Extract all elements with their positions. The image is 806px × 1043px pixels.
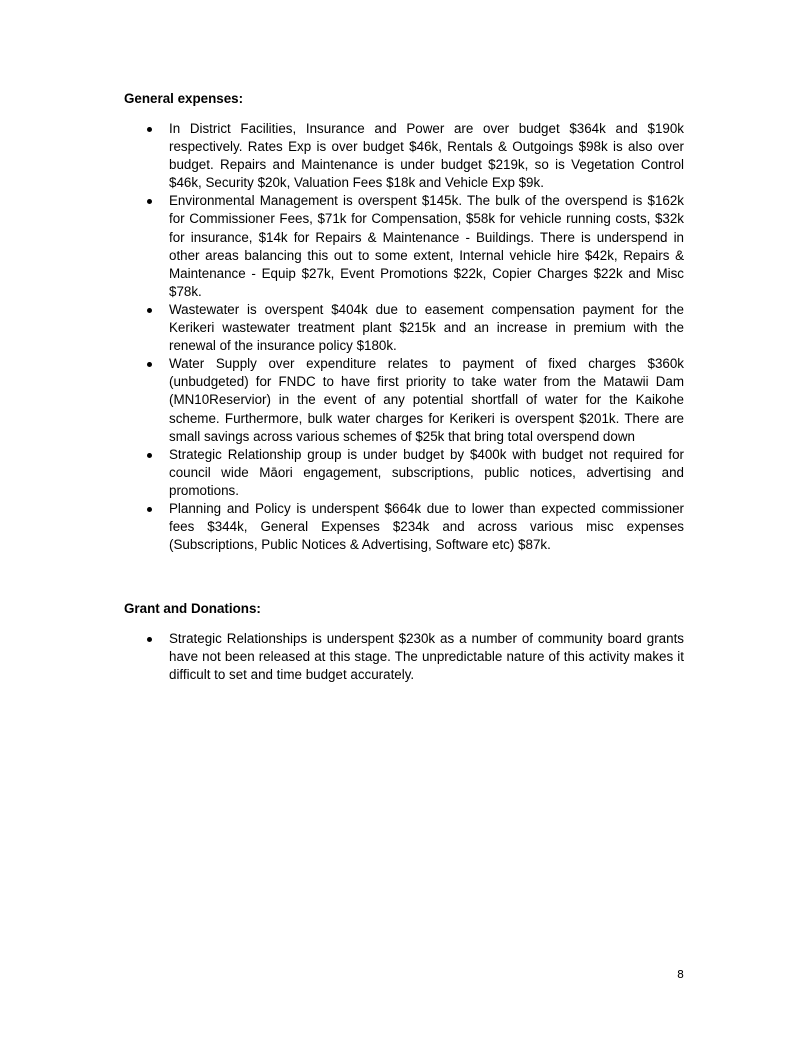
bullet-icon bbox=[147, 127, 152, 132]
list-item-text: Environmental Management is overspent $145k. The bulk of the overspend is $162k for Commissioner Fees, $71k for Compensation, $58k for vehicle running costs, $32k for insurance, $14k for Repairs & Maintenance - Buildings. There is underspend in other areas balancing this out to some extent, Internal vehicle hire $42k, Repairs & Maintenance - Equip $27k, Event Promotions $22k, Copier Charges $22k and Misc $78k. bbox=[169, 193, 684, 299]
general-expenses-list bbox=[124, 120, 684, 554]
list-item-text: Planning and Policy is underspent $664k due to lower than expected commissioner fees $344k, General Expenses $234k and across various misc expenses (Subscriptions, Public Notices & Advertising, Software etc) $87k. bbox=[169, 500, 684, 553]
grant-and-donations-list bbox=[124, 630, 684, 684]
bullet-icon bbox=[147, 637, 152, 642]
list-item bbox=[124, 301, 684, 355]
list-item bbox=[124, 500, 684, 554]
list-item-text: Strategic Relationship group is under budget by $400k with budget not required for council wide Māori engagement, subscriptions, public notices, advertising and promotions. bbox=[169, 446, 684, 498]
list-item-text: Strategic Relationships is underspent $230k as a number of community board grants have not been released at this stage. The unpredictable nature of this activity makes it difficult to set and time budget accurately. bbox=[169, 631, 684, 683]
list-item bbox=[124, 120, 684, 192]
bullet-icon bbox=[147, 362, 152, 367]
section-heading-general-expenses: General expenses: bbox=[124, 91, 244, 106]
list-item bbox=[124, 192, 684, 301]
list-item bbox=[124, 630, 684, 684]
list-item-text: Water Supply over expenditure relates to payment of fixed charges $360k (unbudgeted) for FNDC to have first priority to take water from the Matawii Dam (MN10Reservior) in the event of any potential shortfall of water for the Kaikohe scheme. Furthermore, bulk water charges for Kerikeri is overspent $201k. There are small savings across various schemes of $25k that bring total overspend down bbox=[169, 356, 684, 444]
list-item bbox=[124, 355, 684, 445]
bullet-icon bbox=[147, 199, 152, 204]
list-item bbox=[124, 446, 684, 500]
page-number: 8 bbox=[677, 968, 684, 981]
list-item-text: Wastewater is overspent $404k due to easement compensation payment for the Kerikeri wastewater treatment plant $215k and an increase in premium with the renewal of the insurance policy $180k. bbox=[169, 301, 684, 354]
bullet-icon bbox=[147, 507, 152, 512]
bullet-icon bbox=[147, 308, 152, 313]
bullet-icon bbox=[147, 453, 152, 458]
section-heading-grant-and-donations: Grant and Donations: bbox=[124, 601, 261, 616]
list-item-text: In District Facilities, Insurance and Power are over budget $364k and $190k respectively. Rates Exp is over budget $46k, Rentals & Outgoings $98k is also over budget. Repairs and Maintenance is under budget $219k, so is Vegetation Control $46k, Security $20k, Valuation Fees $18k and Vehicle Exp $9k. bbox=[169, 121, 684, 191]
